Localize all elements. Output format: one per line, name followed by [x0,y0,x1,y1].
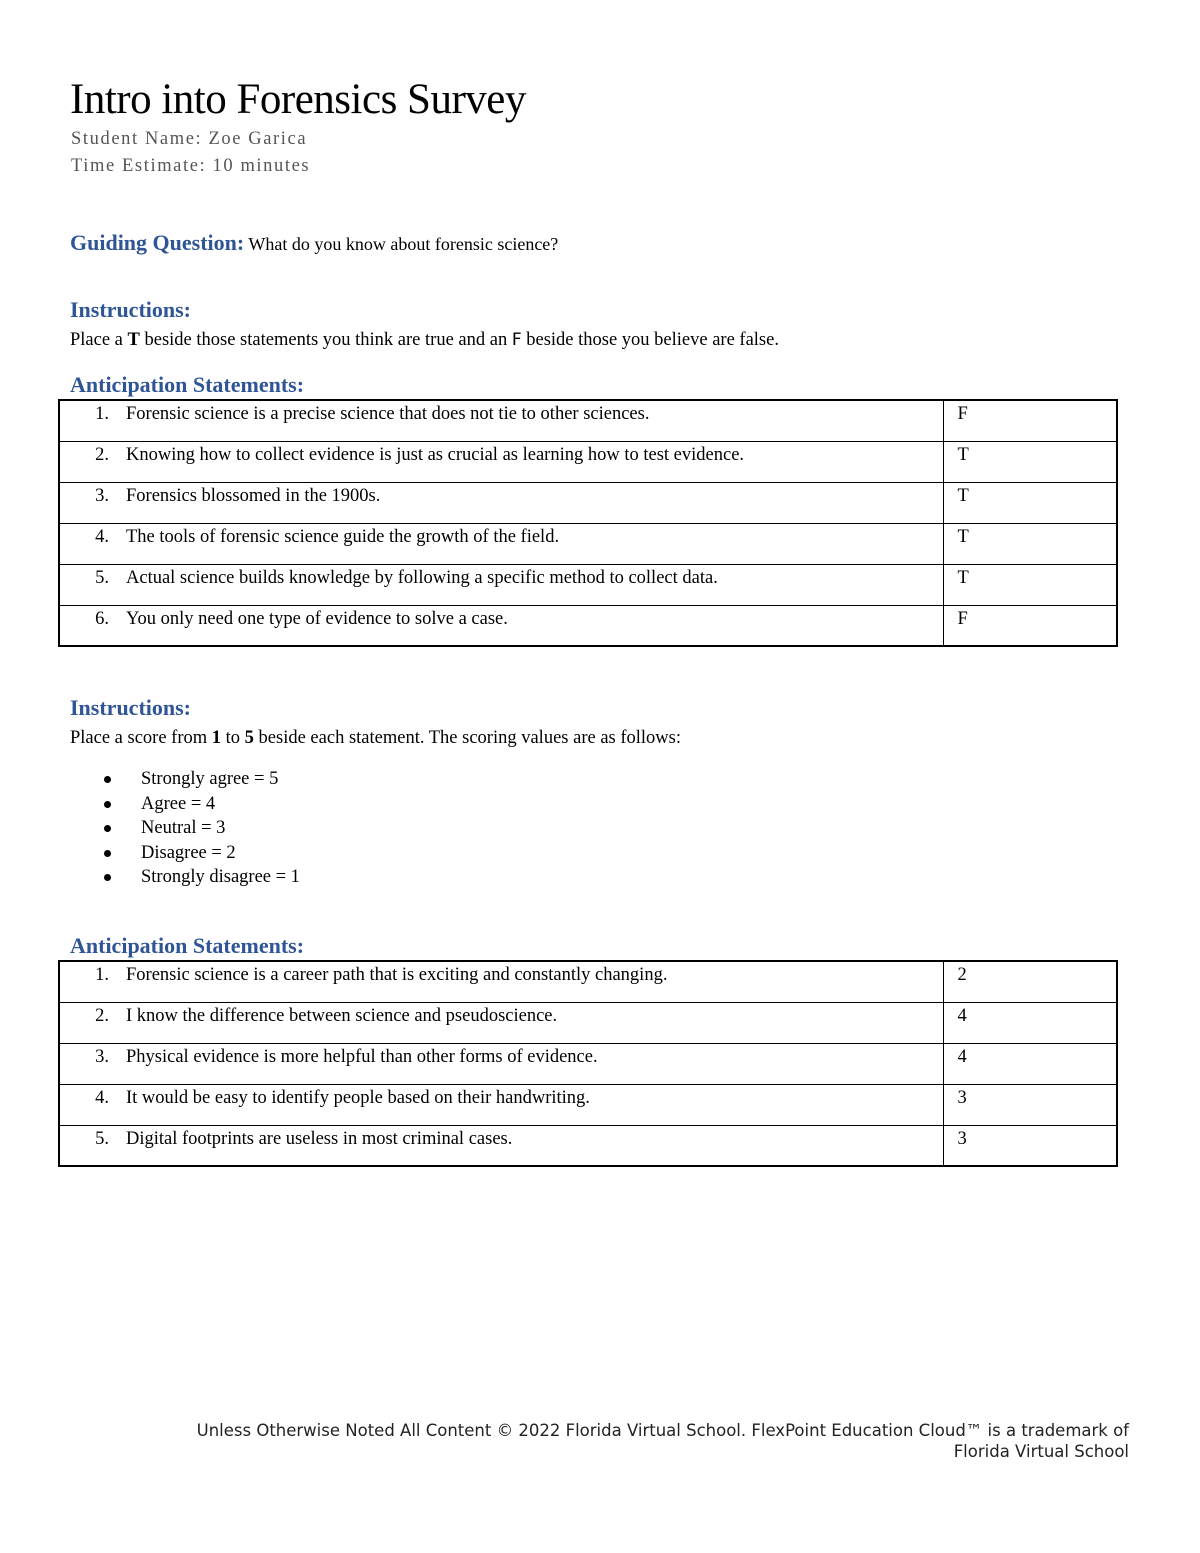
anticipation-table-1 [58,399,1118,647]
bullet-icon [104,776,111,783]
table-row [59,523,1117,564]
scale-item-text: Neutral = 3 [141,818,226,839]
table-row [59,961,1117,1002]
scale-item-text: Strongly agree = 5 [141,769,279,789]
table-row [59,1084,1117,1125]
table-row [59,1125,1117,1166]
statement-text: Digital footprints are useless in most criminal cases. [126,1128,513,1149]
statement-text: It would be easy to identify people based on their handwriting. [126,1087,590,1108]
instructions-true-marker: T [127,330,140,350]
statement-cell [59,1002,943,1043]
instructions-text-part: beside each statement. The scoring values are as follows: [253,728,681,748]
statement-number: 4. [95,1087,109,1108]
answer-cell[interactable]: F [943,605,1117,646]
statement-text: Knowing how to collect evidence is just as crucial as learning how to test evidence. [126,444,745,465]
statement-text: The tools of forensic science guide the growth of the field. [126,526,560,547]
statement-cell [59,400,943,441]
instructions-text-part: beside those you believe are false. [521,330,779,350]
instructions-text-part: Place a [70,330,128,350]
statement-text: Forensic science is a career path that is exciting and constantly changing. [126,965,668,985]
answer-cell[interactable]: 3 [943,1084,1117,1125]
statement-number: 5. [95,1128,109,1149]
table-row [59,1002,1117,1043]
table-row [59,1043,1117,1084]
statement-number: 4. [95,526,109,547]
statement-cell [59,482,943,523]
statement-text: I know the difference between science and pseudoscience. [126,1005,558,1026]
statement-text: Forensic science is a precise science that does not tie to other sciences. [126,404,650,424]
anticipation-table-2 [58,960,1118,1167]
statement-text: Forensics blossomed in the 1900s. [126,485,381,506]
statement-cell [59,564,943,605]
statement-text: Physical evidence is more helpful than other forms of evidence. [126,1046,598,1067]
anticipation-heading-2: Anticipation Statements: [70,933,305,958]
time-estimate: Time Estimate: 10 minutes [71,156,311,176]
answer-cell[interactable]: T [943,523,1117,564]
footer-line-2: Florida Virtual School [953,1442,1129,1461]
scoring-scale-list [100,767,300,890]
list-item [100,792,300,817]
scale-item-text: Strongly disagree = 1 [141,867,300,888]
guiding-question-label: Guiding Question: [70,230,245,255]
statement-number: 1. [95,965,109,985]
answer-cell[interactable]: T [943,441,1117,482]
answer-cell[interactable]: T [943,564,1117,605]
statement-number: 2. [95,444,109,465]
table-row [59,400,1117,441]
statement-text: Actual science builds knowledge by following a specific method to collect data. [126,567,718,588]
answer-cell[interactable]: 2 [943,961,1117,1002]
guiding-question [70,229,558,258]
bullet-icon [104,801,111,808]
statement-number: 1. [95,404,109,424]
list-item [100,816,300,841]
list-item [100,841,300,866]
answer-cell[interactable]: 4 [943,1002,1117,1043]
table-row [59,441,1117,482]
student-name: Student Name: Zoe Garica [71,129,308,149]
instructions-false-marker: F [511,330,522,350]
statement-cell [59,1084,943,1125]
bullet-icon [104,850,111,857]
instructions-text-2 [70,725,681,751]
list-item [100,767,300,792]
statement-cell [59,1125,943,1166]
statement-cell [59,605,943,646]
statement-number: 3. [95,485,109,506]
document-title: Intro into Forensics Survey [70,76,526,123]
instructions-heading-1: Instructions: [70,297,192,322]
answer-cell[interactable]: T [943,482,1117,523]
statement-cell [59,1043,943,1084]
table-row [59,605,1117,646]
statement-number: 2. [95,1005,109,1026]
guiding-question-text: What do you know about forensic science? [244,234,559,254]
statement-number: 6. [95,608,109,629]
statement-cell [59,441,943,482]
bullet-icon [104,874,111,881]
score-min: 1 [211,728,222,748]
statement-text: You only need one type of evidence to solve a case. [126,608,508,629]
instructions-heading-2: Instructions: [70,695,192,720]
instructions-text-1 [70,327,779,353]
answer-cell[interactable]: F [943,400,1117,441]
list-item [100,865,300,890]
instructions-text-part: beside those statements you think are true and an [139,330,512,350]
anticipation-heading-1: Anticipation Statements: [70,372,305,397]
statement-number: 5. [95,567,109,588]
footer-line-1: Unless Otherwise Noted All Content © 2022 Florida Virtual School. FlexPoint Education Cloud™ is a trademark of [196,1421,1129,1440]
statement-cell [59,961,943,1002]
scale-item-text: Disagree = 2 [141,842,236,863]
statement-number: 3. [95,1046,109,1067]
instructions-text-part: Place a score from [70,728,212,748]
table-row [59,564,1117,605]
statement-cell [59,523,943,564]
bullet-icon [104,825,111,832]
instructions-text-part: to [221,728,245,748]
scale-item-text: Agree = 4 [141,793,216,814]
score-max: 5 [244,728,254,748]
answer-cell[interactable]: 3 [943,1125,1117,1166]
table-row [59,482,1117,523]
answer-cell[interactable]: 4 [943,1043,1117,1084]
copyright-footer [79,1420,1129,1462]
